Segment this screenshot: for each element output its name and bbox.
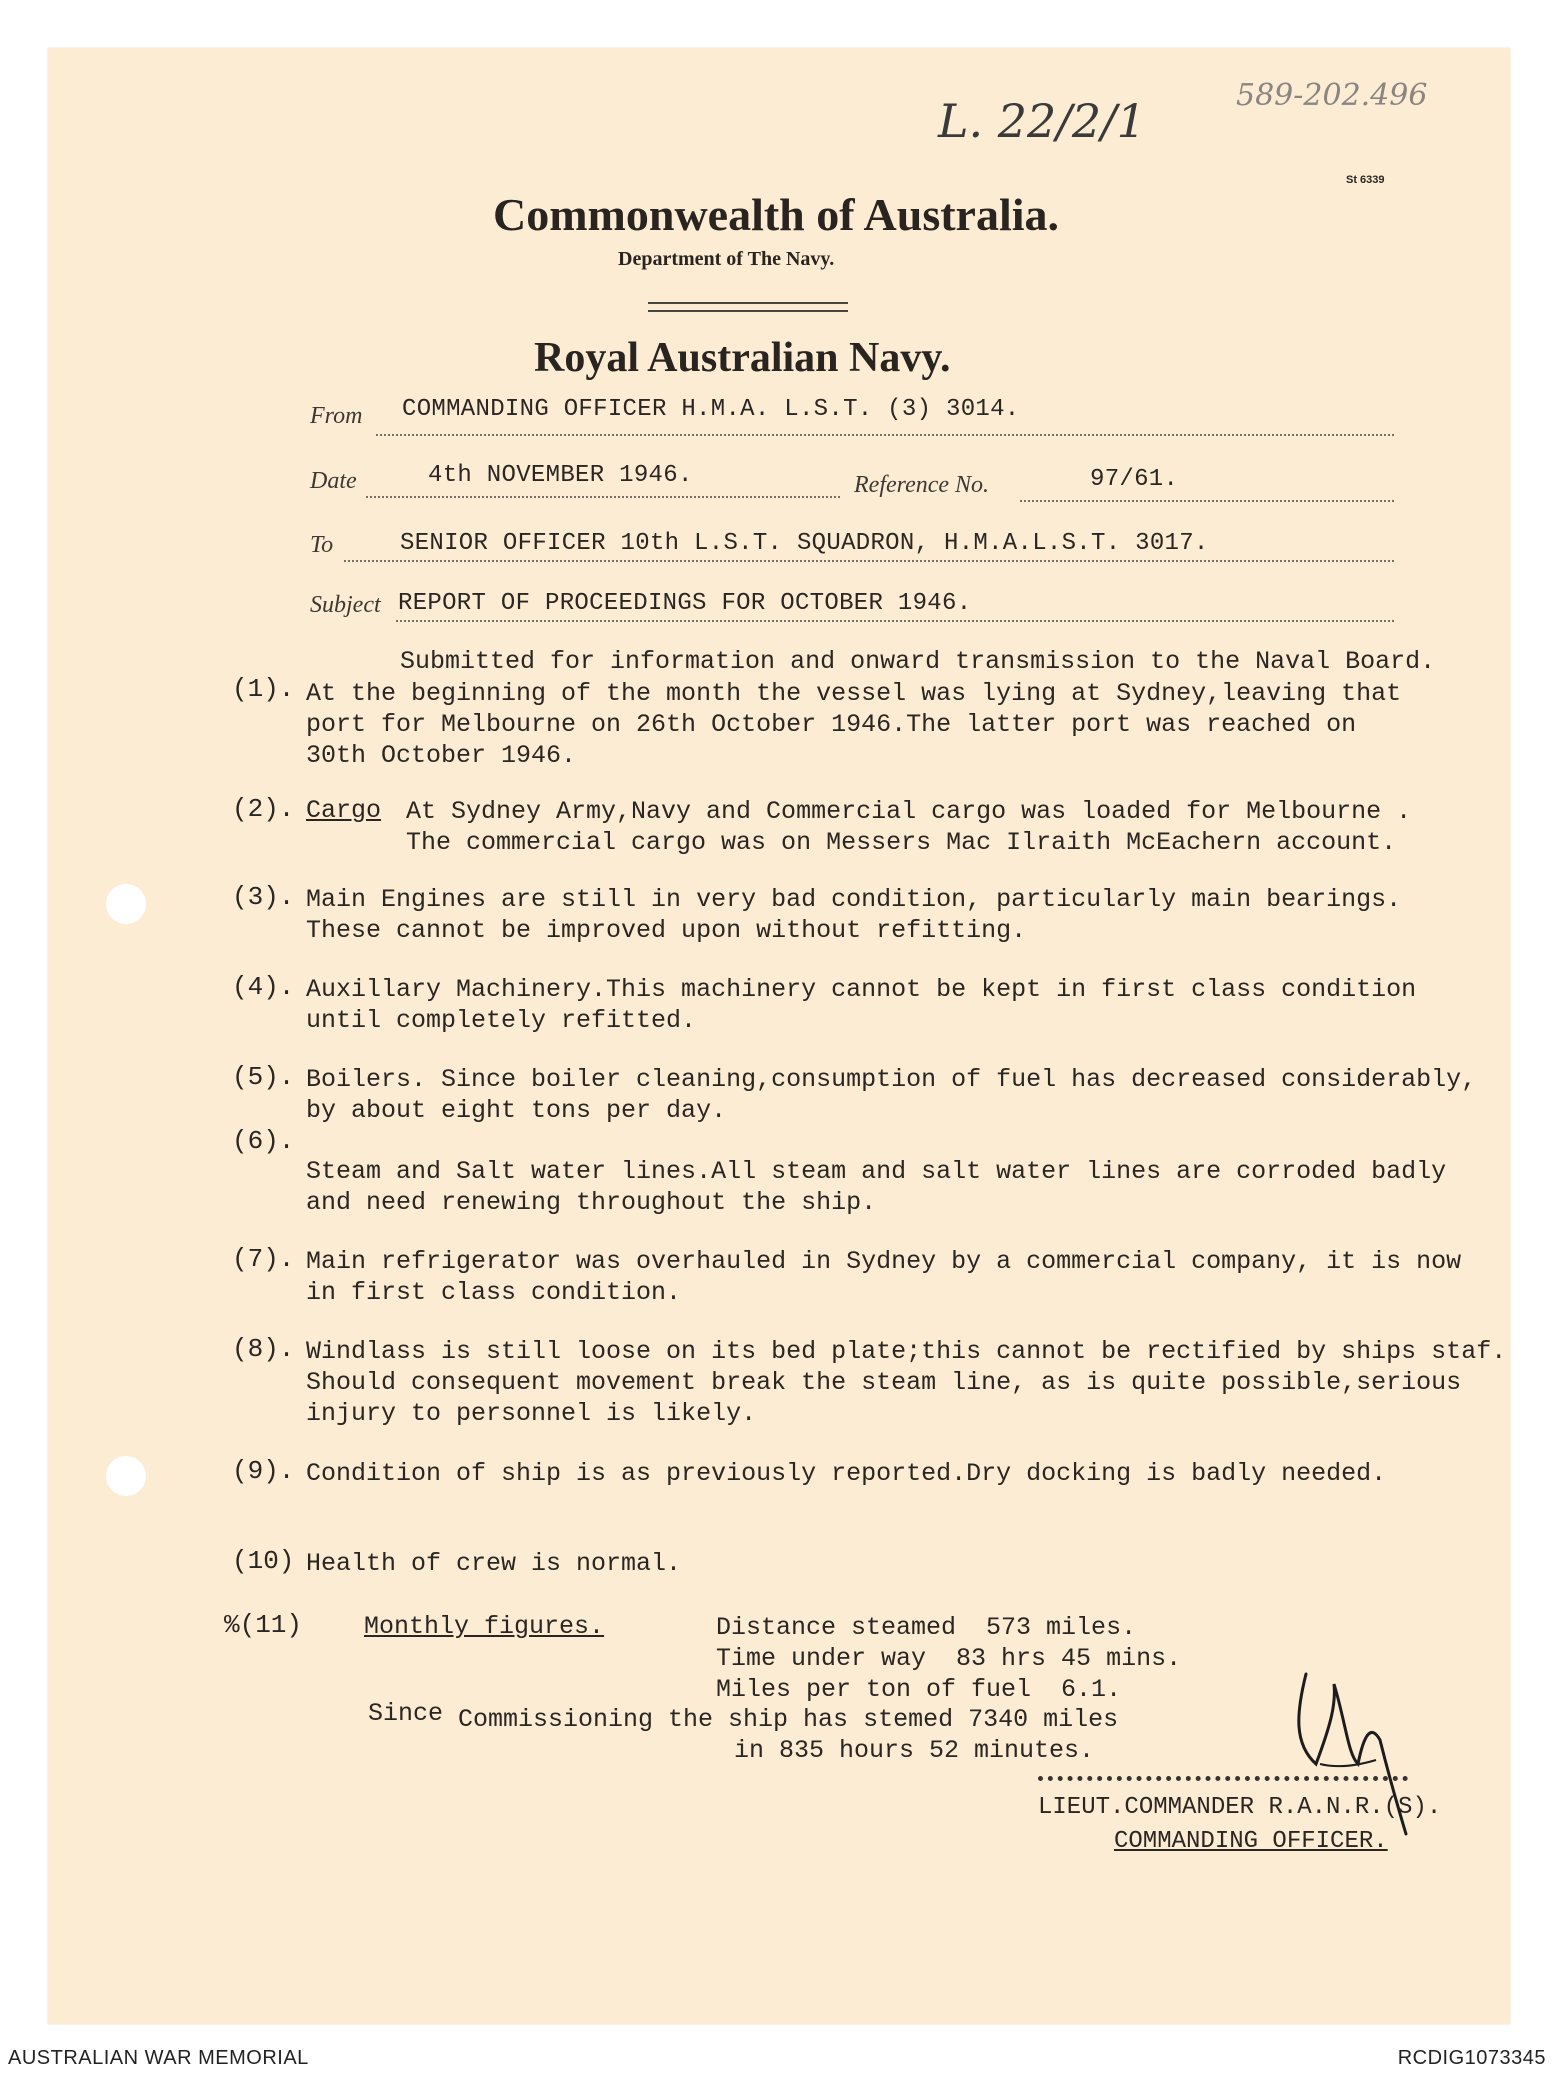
signature-dotted-line: [1038, 1776, 1408, 1781]
reference-label: Reference No.: [854, 472, 990, 498]
reference-value: 97/61.: [1090, 466, 1179, 493]
para-9-number: (9).: [232, 1456, 295, 1486]
document-sheet: [48, 48, 1510, 2024]
monthly-figures-heading: Monthly figures.: [364, 1612, 605, 1641]
para-3-text: Main Engines are still in very bad condition, particularly main bearings. These cannot be improved upon without refitting.: [306, 885, 1402, 945]
para-6-text: Steam and Salt water lines.All steam and salt water lines are corroded badly and need renewing throughout the ship.: [306, 1157, 1447, 1217]
footer-record-id: RCDIG1073345: [1397, 2047, 1546, 2069]
monthly-since-line2: in 835 hours 52 minutes.: [734, 1736, 1095, 1765]
para-5-text: Boilers. Since boiler cleaning,consumption of fuel has decreased considerably, by about eight tons per day.: [306, 1065, 1477, 1125]
para-1-number: (1).: [232, 674, 295, 704]
para-10-text: Health of crew is normal.: [306, 1549, 682, 1578]
letterhead-title: Commonwealth of Australia.: [493, 189, 1060, 240]
stock-reference: St 6339: [1346, 174, 1385, 186]
punch-hole-bottom: [106, 1456, 146, 1496]
para-1-text: At the beginning of the month the vessel was lying at Sydney,leaving that port for Melbourne on 26th October 1946.The latter port was reached on 30th October 1946.: [306, 679, 1402, 770]
footer-archive-name: AUSTRALIAN WAR MEMORIAL: [8, 2047, 309, 2069]
para-3-number: (3).: [232, 882, 295, 912]
intro-paragraph: Submitted for information and onward transmission to the Naval Board.: [400, 647, 1436, 676]
para-8-number: (8).: [232, 1334, 295, 1364]
para-7-number: (7).: [232, 1244, 295, 1274]
letterhead-rule-top: [648, 302, 848, 304]
reference-dotted-line: [1020, 500, 1394, 502]
punch-hole-top: [106, 884, 146, 924]
archive-reference: 589-202.496: [1236, 78, 1428, 113]
para-6-number: (6).: [232, 1126, 295, 1156]
subject-label: Subject: [310, 592, 381, 618]
date-value: 4th NOVEMBER 1946.: [428, 462, 693, 489]
monthly-since-label: Since: [368, 1699, 444, 1728]
signature-title: COMMANDING OFFICER.: [1114, 1828, 1388, 1855]
para-2-text: At Sydney Army,Navy and Commercial cargo was loaded for Melbourne . The commercial cargo was on Messers Mac Ilraith McEachern account.: [406, 797, 1412, 857]
para-7-text: Main refrigerator was overhauled in Sydney by a commercial company, it is now in first class condition.: [306, 1247, 1462, 1307]
from-dotted-line: [376, 434, 1394, 436]
monthly-miles-per-ton: Miles per ton of fuel 6.1.: [716, 1675, 1122, 1704]
para-9-text: Condition of ship is as previously reported.Dry docking is badly needed.: [306, 1459, 1387, 1488]
from-label: From: [310, 403, 363, 429]
from-value: COMMANDING OFFICER H.M.A. L.S.T. (3) 3014.: [402, 396, 1020, 423]
subject-dotted-line: [396, 620, 1394, 622]
letterhead-rule-bottom: [648, 310, 848, 312]
date-label: Date: [310, 468, 357, 494]
para-10-number: (10): [232, 1546, 295, 1576]
para-2-number: (2).: [232, 794, 295, 824]
letterhead-department: Department of The Navy.: [618, 248, 835, 270]
para-4-text: Auxillary Machinery.This machinery cannot be kept in first class condition until completely refitted.: [306, 975, 1417, 1035]
monthly-time: Time under way 83 hrs 45 mins.: [716, 1644, 1182, 1673]
monthly-since-line1: Commissioning the ship has stemed 7340 miles: [458, 1705, 1119, 1734]
para-5-number: (5).: [232, 1062, 295, 1092]
file-reference: L. 22/2/1: [938, 94, 1146, 148]
para-2-heading: Cargo: [306, 796, 382, 825]
letterhead-service: Royal Australian Navy.: [534, 335, 951, 381]
to-value: SENIOR OFFICER 10th L.S.T. SQUADRON, H.M.A.L.S.T. 3017.: [400, 530, 1209, 557]
to-dotted-line: [344, 560, 1394, 562]
para-8-text: Windlass is still loose on its bed plate;this cannot be rectified by ships staf. Should consequent movement break the steam line, as is quite possible,serious injury to personnel is likely.: [306, 1337, 1507, 1428]
subject-value: REPORT OF PROCEEDINGS FOR OCTOBER 1946.: [398, 590, 972, 617]
para-11-number: %(11): [224, 1610, 303, 1640]
para-4-number: (4).: [232, 972, 295, 1002]
signature-rank: LIEUT.COMMANDER R.A.N.R.(S).: [1038, 1794, 1442, 1821]
date-dotted-line: [366, 496, 840, 498]
monthly-distance: Distance steamed 573 miles.: [716, 1613, 1137, 1642]
to-label: To: [310, 532, 334, 558]
